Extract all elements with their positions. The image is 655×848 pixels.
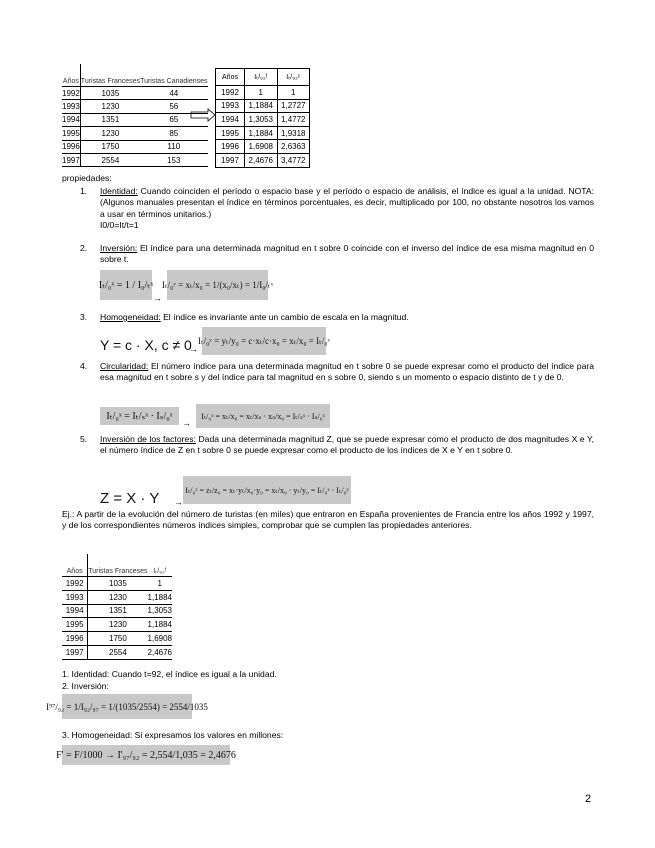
index-cell: 1997 <box>216 153 245 167</box>
index-cell: 1994 <box>216 113 245 127</box>
tourists-table <box>62 64 208 167</box>
example-row <box>62 632 172 646</box>
example-header-cell: Turistas Franceses <box>88 554 148 577</box>
tourists-header-cell: Turistas Canadienses <box>140 64 207 87</box>
example-cell: 1035 <box>88 577 148 591</box>
item-5-text: Dada una determinada magnitud Z, que se puede expresar como el producto de dos magnitudes X e Y, el número índice de Z en t sobre 0 se puede expresar como el producto de los índices de X e Y en t sobre 0. <box>100 434 594 456</box>
index-row <box>216 153 310 167</box>
example-cell: 1230 <box>88 618 148 632</box>
item-4-number: 4. <box>80 361 88 371</box>
tourists-row <box>62 87 208 100</box>
item-2-number: 2. <box>80 243 88 253</box>
example-cell: 1992 <box>62 577 88 591</box>
example-cell: 1995 <box>62 618 88 632</box>
item-3-title: Homogeneidad: <box>100 312 161 322</box>
item-1-number: 1. <box>80 186 88 196</box>
tourists-cell: 2554 <box>80 153 140 166</box>
item-1-title: Identidad: <box>100 186 138 196</box>
example-header-cell: Años <box>62 554 88 577</box>
tourists-row <box>62 153 208 166</box>
item-5-number: 5. <box>80 434 88 444</box>
item-4-circularidad <box>100 361 594 384</box>
arrow-icon: → <box>153 293 162 303</box>
inversion-formula-a: Iₜ/₀ˣ = 1 / I₀/ₜˣ <box>100 270 152 300</box>
index-table <box>215 68 310 168</box>
circularidad-formula-a: Iₜ/₀ˣ = Iₜ/ₛˣ · Iₛ/₀ˣ <box>100 407 179 425</box>
item-5-factores <box>100 434 594 457</box>
index-row <box>216 86 310 100</box>
index-cell: 1,2727 <box>277 99 310 113</box>
index-row <box>216 126 310 140</box>
circularidad-formula-b: Iₜ/₀ˣ = xₜ/x₀ = xₜ/xₛ · xₛ/x₀ = Iₜ/ₛˣ · Iₛ/₀ˣ <box>196 404 330 428</box>
example-cell: 1 <box>148 577 172 591</box>
tourists-cell: 1230 <box>80 127 140 140</box>
item-1-identidad <box>100 186 594 231</box>
index-cell: 1993 <box>216 99 245 113</box>
index-cell: 1,1884 <box>245 99 278 113</box>
tourists-cell: 1996 <box>62 140 80 153</box>
table-arrow-icon <box>190 108 216 122</box>
tourists-cell: 1992 <box>62 87 80 100</box>
example-row <box>62 645 172 659</box>
example-cell: 1993 <box>62 590 88 604</box>
index-row <box>216 140 310 154</box>
tourists-row <box>62 113 208 126</box>
tourists-cell: 153 <box>140 153 207 166</box>
item-3-homogeneidad <box>100 312 594 323</box>
example-row <box>62 590 172 604</box>
index-cell: 1,4772 <box>277 113 310 127</box>
example-cell: 1996 <box>62 632 88 646</box>
example-cell: 1,1884 <box>148 590 172 604</box>
index-header-cell: Iₜ/₉₂ᶠ <box>245 69 278 86</box>
arrow-icon: → <box>182 418 191 428</box>
tourists-cell: 85 <box>140 127 207 140</box>
tourists-cell: 65 <box>140 113 207 126</box>
arrow-icon: → <box>174 497 183 507</box>
item-4-text: El número índice para una determinada magnitud en t sobre 0 se puede expresar como el producto del índice para esa magnitud en t sobre s y del índice para tal magnitud en s sobre 0, siendo s un momento o espacio distinto de t y de 0. <box>100 361 594 383</box>
tourists-cell: 1995 <box>62 127 80 140</box>
index-cell: 1 <box>245 86 278 100</box>
item-4-title: Circularidad: <box>100 361 149 371</box>
item-2-inversion <box>100 243 594 266</box>
example-cell: 1351 <box>88 604 148 618</box>
tourists-cell: 1035 <box>80 87 140 100</box>
example-text: Ej.: A partir de la evolución del número de turistas (en miles) que entraron en España provenientes de Francia entre los años 1992 y 1997, y de los correspondientes números índices simples, comprobar que se cumplen las propiedades anteriores. <box>62 509 594 531</box>
tourists-row <box>62 140 208 153</box>
example-row <box>62 618 172 632</box>
factores-formula-a: Z = X · Y <box>100 490 160 507</box>
tourists-cell: 1230 <box>80 100 140 113</box>
inversion-formula-b: Iₜ/₀ʸ = xₜ/x₀ = 1/(x₀/xₜ) = 1/I₀/ₜˣ <box>167 270 268 300</box>
example-cell: 2554 <box>88 645 148 659</box>
example-row <box>62 604 172 618</box>
item-1-text: Cuando coinciden el período o espacio base y el período o espacio de análisis, el índice es igual a la unidad. NOTA: (Algunos manuales presentan el índice en términos porcentuales, es decir, multiplicado por 100, no obstante nosotros los vamos a usar en términos unitarios.) <box>100 186 594 219</box>
tourists-cell: 1351 <box>80 113 140 126</box>
tourists-cell: 44 <box>140 87 207 100</box>
item-2-title: Inversión: <box>100 243 138 253</box>
tourists-cell: 1750 <box>80 140 140 153</box>
index-header-cell: Iₜ/₉₂ᶜ <box>277 69 310 86</box>
tourists-row <box>62 100 208 113</box>
example-table <box>62 554 172 660</box>
item-3-text: El índice es invariante ante un cambio de escala en la magnitud. <box>160 312 409 322</box>
check-inversion-formula: I⁹⁷/₉₂ = 1/I₉₂/₉₇ = 1/(1035/2554) = 2554/1035 <box>62 694 192 719</box>
item-5-title: Inversión de los factores: <box>100 434 196 444</box>
index-header-cell: Años <box>216 69 245 86</box>
index-cell: 1 <box>277 86 310 100</box>
tourists-cell: 110 <box>140 140 207 153</box>
index-cell: 1,6908 <box>245 140 278 154</box>
homogeneidad-formula-a: Y = c · X, c ≠ 0 <box>100 337 192 353</box>
example-cell: 1,6908 <box>148 632 172 646</box>
tourists-cell: 1993 <box>62 100 80 113</box>
check-homogeneidad-formula: F' = F/1000 → I'₉₇/₉₂ = 2,554/1,035 = 2,4676 <box>62 745 230 765</box>
index-cell: 1,9318 <box>277 126 310 140</box>
check-identidad: 1. Identidad: Cuando t=92, el índice es igual a la unidad. <box>62 669 277 679</box>
index-cell: 1992 <box>216 86 245 100</box>
index-cell: 2,6363 <box>277 140 310 154</box>
index-cell: 1995 <box>216 126 245 140</box>
intro-text: propiedades: <box>62 173 112 183</box>
example-cell: 1997 <box>62 645 88 659</box>
tourists-cell: 1994 <box>62 113 80 126</box>
factores-formula-b: Iₜ/₀ᶻ = zₜ/z₀ = xₜ·yₜ/x₀·y₀ = xₜ/x₀ · yₜ/y₀ = Iₜ/₀ˣ · Iₜ/₀ʸ <box>183 476 351 504</box>
index-cell: 2,4676 <box>245 153 278 167</box>
index-cell: 3,4772 <box>277 153 310 167</box>
tourists-header-cell: Años <box>62 64 80 87</box>
example-cell: 1,1884 <box>148 618 172 632</box>
item-1-extra: I0/0=It/t=1 <box>100 219 139 230</box>
example-cell: 1994 <box>62 604 88 618</box>
example-cell: 1,3053 <box>148 604 172 618</box>
homogeneidad-formula-b: Iₜ/₀ʸ = yₜ/y₀ = c·xₜ/c·x₀ = xₜ/x₀ = Iₜ/₀ˣ <box>202 327 326 355</box>
index-cell: 1996 <box>216 140 245 154</box>
tourists-row <box>62 127 208 140</box>
example-cell: 1750 <box>88 632 148 646</box>
item-3-number: 3. <box>80 312 88 322</box>
index-cell: 1,3053 <box>245 113 278 127</box>
index-row <box>216 99 310 113</box>
page-number: 2 <box>585 793 592 805</box>
example-row <box>62 577 172 591</box>
example-cell: 1230 <box>88 590 148 604</box>
example-header-cell: Iₜ/₉₂ᶠ <box>148 554 172 577</box>
index-cell: 1,1884 <box>245 126 278 140</box>
tourists-header-cell: Turistas Franceses <box>80 64 140 87</box>
tourists-cell: 56 <box>140 100 207 113</box>
example-cell: 2,4676 <box>148 645 172 659</box>
check-homogeneidad: 3. Homogeneidad: Si expresamos los valores en millones: <box>62 730 284 740</box>
index-row <box>216 113 310 127</box>
arrow-icon: → <box>189 344 198 354</box>
tourists-cell: 1997 <box>62 153 80 166</box>
item-2-text: El índice para una determinada magnitud en t sobre 0 coincide con el inverso del índice de esa misma magnitud en 0 sobre t. <box>100 243 594 265</box>
check-inversion: 2. Inversión: <box>62 681 109 691</box>
